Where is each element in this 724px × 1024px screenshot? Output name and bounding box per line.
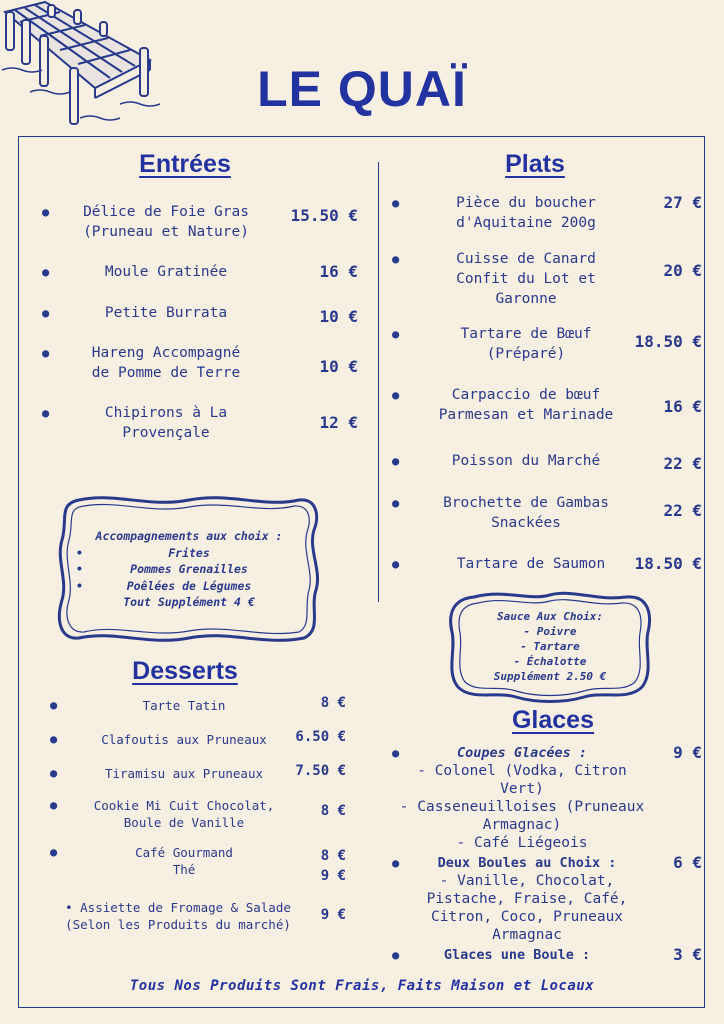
item-name-line: • Assiette de Fromage & Salade xyxy=(65,900,291,915)
section-title-entrees: Entrées xyxy=(139,150,231,178)
item-name-line: (Pruneau et Nature) xyxy=(83,224,249,240)
bullet-icon: • xyxy=(76,545,83,560)
bullet-icon: ● xyxy=(50,766,58,780)
item-name-line: Carpaccio de bœuf xyxy=(451,387,601,403)
box-line: - Échalotte xyxy=(513,655,587,668)
box-line: Supplément 2.50 € xyxy=(493,670,607,683)
item-name-line: Armagnac xyxy=(492,927,562,943)
item-name-line: Vert) xyxy=(500,781,544,797)
footer-note: Tous Nos Produits Sont Frais, Faits Maison et Locaux xyxy=(129,978,595,994)
menu-item xyxy=(50,797,350,833)
bullet-icon: • xyxy=(76,578,83,593)
glaces-subtitle: Glaces une Boule : xyxy=(443,947,591,963)
item-name-line: Tiramisu aux Pruneaux xyxy=(104,766,264,781)
bullet-icon: ● xyxy=(392,454,400,468)
item-name-line: Délice de Foie Gras xyxy=(83,204,249,220)
bullet-icon: ● xyxy=(42,265,50,279)
item-name-line: Moule Gratinée xyxy=(104,264,228,280)
item-name-line: - Colonel (Vodka, Citron xyxy=(417,763,627,779)
item-price: 18.50 € xyxy=(634,554,702,573)
item-name-line: Provençale xyxy=(122,425,210,441)
menu-item xyxy=(392,451,706,473)
item-price: 22 € xyxy=(663,454,702,473)
item-price: 18.50 € xyxy=(634,332,702,351)
item-name-line: Café Gourmand xyxy=(135,845,233,860)
accompagnements-box xyxy=(54,490,324,648)
menu-item xyxy=(50,697,350,715)
box-line: - Tartare xyxy=(520,640,580,653)
bullet-icon: • xyxy=(76,562,83,576)
item-name-line: de Pomme de Terre xyxy=(91,365,241,381)
item-price: 12 € xyxy=(319,413,358,432)
item-name-line: Brochette de Gambas xyxy=(443,495,609,511)
menu-item xyxy=(50,731,350,749)
menu-item xyxy=(392,324,706,366)
sauce-box xyxy=(444,587,656,705)
item-price: 16 € xyxy=(319,262,358,281)
menu-item xyxy=(42,262,362,284)
bullet-icon: ● xyxy=(392,746,400,760)
bullet-icon: ● xyxy=(392,388,400,402)
bullet-icon: ● xyxy=(50,798,58,812)
item-price: 10 € xyxy=(319,307,358,326)
restaurant-title: LE QUAÏ xyxy=(257,61,467,117)
item-price: 8 € xyxy=(320,803,346,819)
bullet-icon: ● xyxy=(50,698,58,712)
item-price: 27 € xyxy=(663,193,702,212)
item-name-line: Tarte Tatin xyxy=(142,698,226,713)
menu-item xyxy=(42,202,362,244)
item-price: 10 € xyxy=(319,357,358,376)
item-price: 6 € xyxy=(673,853,702,872)
menu-item xyxy=(42,303,362,325)
box-line: Frites xyxy=(168,545,210,560)
item-price: 9 € xyxy=(673,743,702,762)
bullet-icon: ● xyxy=(42,406,50,420)
section-title-glaces: Glaces xyxy=(511,706,594,734)
box-line: Sauce Aux Choix: xyxy=(497,610,603,623)
item-name-line: Cookie Mi Cuit Chocolat, xyxy=(93,798,275,813)
bullet-icon: ● xyxy=(42,346,50,360)
menu-item xyxy=(42,403,362,445)
column-divider xyxy=(378,162,379,602)
item-name-line: Clafoutis aux Pruneaux xyxy=(101,732,267,747)
box-line: Accompagnements aux choix : xyxy=(95,529,283,543)
box-line: Poêlées de Légumes xyxy=(126,578,252,593)
item-name-line: Hareng Accompagné xyxy=(91,345,241,361)
item-name-line: Snackées xyxy=(491,515,561,531)
item-price: 6.50 € xyxy=(295,729,346,745)
item-name-line: Petite Burrata xyxy=(104,305,228,321)
bullet-icon: ● xyxy=(392,196,400,210)
item-name-line: (Préparé) xyxy=(486,346,566,362)
box-line: Pommes Grenailles xyxy=(130,562,248,576)
glaces-une-boule xyxy=(392,946,706,964)
item-name-line: - Casseneuilloises (Pruneaux xyxy=(399,799,645,815)
box-line: Tout Supplément 4 € xyxy=(123,595,255,609)
item-price: 16 € xyxy=(663,397,702,416)
item-name-line: Chipirons à La xyxy=(104,405,228,421)
item-name-line: d'Aquitaine 200g xyxy=(456,215,596,231)
item-name-line: Pistache, Fraise, Café, xyxy=(426,891,628,907)
bullet-icon: ● xyxy=(392,856,400,870)
item-name-line: Thé xyxy=(172,862,196,877)
glaces-subtitle: Deux Boules au Choix : xyxy=(437,855,617,871)
glaces-coupes xyxy=(392,744,706,852)
item-price: 9 € xyxy=(320,907,346,923)
item-price: 3 € xyxy=(673,945,702,964)
item-price: 9 € xyxy=(320,868,346,884)
glaces-subtitle: Coupes Glacées : xyxy=(456,745,588,761)
item-name-line: Garonne xyxy=(495,291,557,307)
bullet-icon: ● xyxy=(392,948,400,962)
item-price: 15.50 € xyxy=(290,206,358,225)
bullet-icon: ● xyxy=(392,327,400,341)
item-price: 8 € xyxy=(320,848,346,864)
bullet-icon: ● xyxy=(42,205,50,219)
item-name-line: Confit du Lot et xyxy=(456,271,596,287)
item-name-line: Cuisse de Canard xyxy=(456,251,596,267)
item-name-line: Armagnac) xyxy=(482,817,562,833)
item-name-line: (Selon les Produits du marché) xyxy=(65,917,291,932)
menu-item xyxy=(392,193,706,235)
box-line: - Poivre xyxy=(523,625,577,638)
section-title-plats: Plats xyxy=(505,150,565,178)
item-name-line: Citron, Coco, Pruneaux xyxy=(430,909,624,925)
menu-item xyxy=(50,765,350,783)
bullet-icon: ● xyxy=(392,496,400,510)
menu-item xyxy=(392,493,706,535)
item-name-line: Tartare de Bœuf xyxy=(460,326,592,342)
bullet-icon: ● xyxy=(392,252,400,266)
glaces-boules xyxy=(392,854,706,944)
menu-item xyxy=(392,385,706,427)
bullet-icon: ● xyxy=(392,557,400,571)
bullet-icon: ● xyxy=(50,732,58,746)
item-name-line: Parmesan et Marinade xyxy=(438,407,614,423)
item-name-line: Pièce du boucher xyxy=(456,195,596,211)
bullet-icon: ● xyxy=(42,306,50,320)
item-name-line: Poisson du Marché xyxy=(451,453,601,469)
item-price: 20 € xyxy=(663,261,702,280)
item-price: 22 € xyxy=(663,501,702,520)
section-title-desserts: Desserts xyxy=(132,657,238,685)
item-price: 7.50 € xyxy=(295,763,346,779)
menu-item xyxy=(50,844,350,884)
item-name-line: - Café Liégeois xyxy=(456,835,588,851)
menu-item xyxy=(42,343,362,385)
menu-item xyxy=(392,554,706,576)
item-name-line: Tartare de Saumon xyxy=(456,556,606,572)
item-name-line: Boule de Vanille xyxy=(123,815,245,830)
bullet-icon: ● xyxy=(50,845,58,859)
menu-item xyxy=(50,899,350,935)
item-price: 8 € xyxy=(320,695,346,711)
item-name-line: - Vanille, Chocolat, xyxy=(439,873,615,889)
menu-item xyxy=(392,249,706,311)
